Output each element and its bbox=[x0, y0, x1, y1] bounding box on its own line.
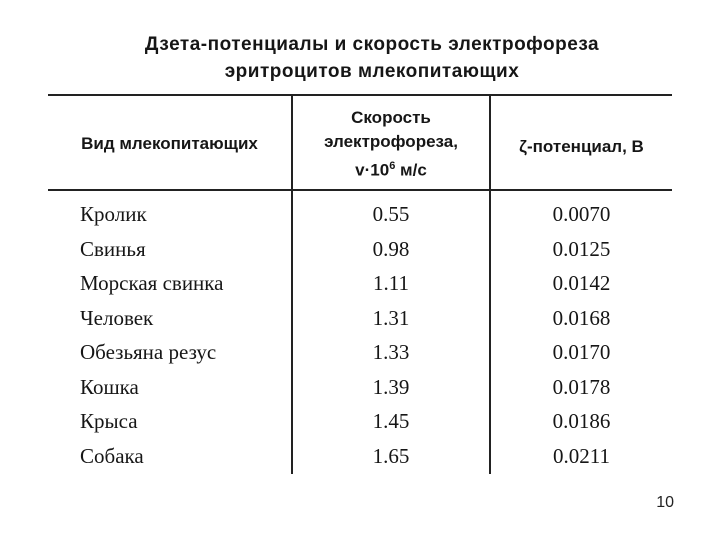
header-speed-unit-exp: 6 bbox=[389, 160, 396, 172]
table-row bbox=[0, 440, 720, 475]
table-row bbox=[0, 233, 720, 268]
cell-species: Свинья bbox=[80, 236, 146, 261]
table-title-line-1: Дзета-потенциалы и скорость электрофореза bbox=[144, 34, 600, 55]
cell-zeta: 0.0170 bbox=[552, 340, 611, 364]
cell-speed: 1.65 bbox=[372, 443, 410, 468]
cell-speed: 1.45 bbox=[372, 409, 410, 433]
cell-speed: 1.39 bbox=[372, 374, 410, 399]
cell-speed: 1.33 bbox=[372, 340, 410, 364]
header-speed-unit-pre: v·10 bbox=[355, 160, 390, 180]
header-speed-line-1: Скорость bbox=[351, 108, 431, 127]
header-speed-unit-post: м/с bbox=[395, 160, 427, 180]
cell-species: Морская свинка bbox=[80, 271, 224, 295]
table-title-line-2: эритроцитов млекопитающих bbox=[224, 61, 520, 82]
cell-zeta: 0.0125 bbox=[552, 236, 611, 261]
cell-speed: 1.31 bbox=[372, 305, 410, 330]
cell-zeta: 0.0142 bbox=[552, 271, 611, 295]
cell-speed: 0.55 bbox=[372, 202, 410, 226]
table-row bbox=[0, 198, 720, 233]
page-number: 10 bbox=[656, 494, 674, 511]
table-row bbox=[0, 267, 720, 302]
header-speed-line-3 bbox=[293, 154, 489, 183]
cell-species: Собака bbox=[80, 443, 144, 468]
cell-species: Крыса bbox=[80, 409, 138, 433]
cell-species: Человек bbox=[80, 305, 154, 330]
header-bottom-rule bbox=[48, 189, 672, 191]
cell-species: Кролик bbox=[80, 202, 147, 226]
table-row bbox=[0, 371, 720, 406]
table-row bbox=[0, 336, 720, 371]
cell-speed: 0.98 bbox=[372, 236, 410, 261]
cell-species: Кошка bbox=[80, 374, 139, 399]
cell-zeta: 0.0186 bbox=[552, 409, 611, 433]
cell-zeta: 0.0211 bbox=[553, 443, 610, 468]
header-speed-line-2: электрофореза, bbox=[324, 132, 458, 151]
cell-zeta: 0.0070 bbox=[552, 202, 611, 226]
cell-speed: 1.11 bbox=[373, 271, 409, 295]
table-body bbox=[0, 198, 720, 474]
table-top-rule bbox=[48, 94, 672, 96]
header-species: Вид млекопитающих bbox=[81, 134, 258, 153]
table-row bbox=[0, 405, 720, 440]
table-row bbox=[0, 302, 720, 337]
cell-zeta: 0.0168 bbox=[552, 305, 611, 330]
cell-zeta: 0.0178 bbox=[552, 374, 611, 399]
header-zeta: ζ-потенциал, В bbox=[519, 137, 644, 156]
header-speed bbox=[293, 106, 489, 183]
cell-species: Обезьяна резус bbox=[80, 340, 217, 364]
